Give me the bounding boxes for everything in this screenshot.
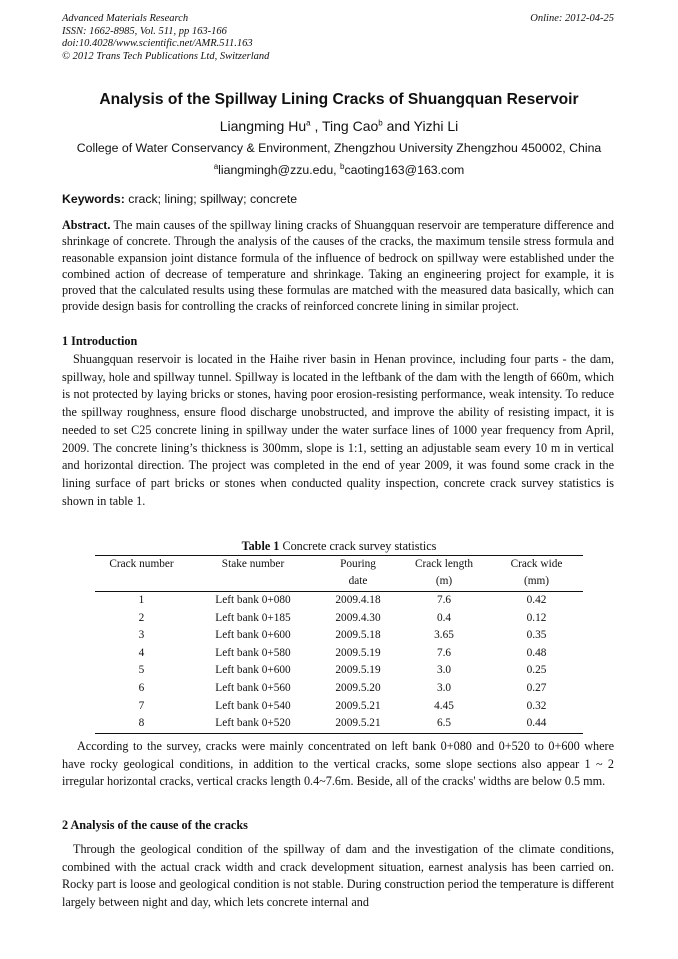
keywords-text: crack; lining; spillway; concrete <box>128 192 298 206</box>
crack-length-cell: 6.5 <box>398 715 490 733</box>
crack-number-cell: 2 <box>138 611 145 624</box>
abstract-label: Abstract. <box>62 218 111 232</box>
email-address[interactable]: caoting163@163.com <box>344 163 465 177</box>
header-line: Crack number <box>109 558 174 570</box>
header-line: Crack length <box>414 558 474 570</box>
author-sep: , <box>310 118 322 134</box>
crack-number-cell: 7 <box>138 699 145 712</box>
header-line: Pouring <box>340 558 376 570</box>
keywords-label: Keywords: <box>62 192 125 206</box>
table-row <box>95 715 583 733</box>
author-list <box>0 118 678 134</box>
pouring-date-cell: 2009.5.19 <box>335 646 381 659</box>
crack-length-cell: 3.65 <box>434 629 454 642</box>
journal-issn: ISSN: 1662-8985, Vol. 511, pp 163-166 <box>62 25 227 37</box>
crack-wide-cell: 0.42 <box>526 594 547 606</box>
table-header-cell <box>188 556 318 592</box>
table-header-cell <box>398 556 490 592</box>
table-caption-label: Table 1 <box>241 539 280 553</box>
table-row <box>95 698 583 716</box>
author-sup: a <box>306 118 311 128</box>
pouring-date-cell: 2009.5.21 <box>318 715 398 733</box>
journal-name: Advanced Materials Research <box>62 13 189 24</box>
crack-wide-cell: 0.25 <box>526 664 547 677</box>
crack-wide-cell: 0.27 <box>526 681 547 694</box>
header-line: date <box>348 575 368 587</box>
section-text-cause-analysis: Through the geological condition of the spillway of dam and the investigation of the climate conditions, combined with the actual crack width and crack development situation, earnest analysis has been carried on. Rocky part is loose and geological condition is not stable. During construction period the temperature is different largely between night and day, which lets concrete internal and <box>62 842 614 910</box>
journal-copyright: © 2012 Trans Tech Publications Ltd, Switzerland <box>62 50 270 62</box>
crack-wide-cell: 0.32 <box>526 699 547 712</box>
crack-wide-cell: 0.44 <box>490 715 583 733</box>
section-heading-introduction: 1 Introduction <box>62 334 138 348</box>
stake-number-cell: Left bank 0+520 <box>188 715 318 733</box>
table-row <box>95 610 583 628</box>
header-line: (mm) <box>523 575 550 587</box>
pouring-date-cell: 2009.5.21 <box>335 699 381 712</box>
crack-length-cell: 3.0 <box>436 681 452 694</box>
crack-number-cell: 6 <box>138 681 145 694</box>
stake-number-cell: Left bank 0+600 <box>215 629 291 642</box>
email-address[interactable]: liangmingh@zzu.edu <box>218 163 334 177</box>
crack-length-cell: 0.4 <box>436 611 452 624</box>
pouring-date-cell: 2009.4.18 <box>335 594 381 606</box>
crack-length-cell: 7.6 <box>436 646 452 659</box>
section-text-introduction: Shuangquan reservoir is located in the Haihe river basin in Henan province, including four parts - the dam, spillway, hole and spillway tunnel. Spillway is located in the leftbank of the dam with the length of 660m, which is not protected by laying bricks or stones, having poor erosion-resisting performance, weak intensity. To reduce the spillway roughness, ensure flood discharge unobstructed, and improve the ability of resisting impact, it is needed to set C25 concrete lining in spillway under the water surface lines of 1000 year frequency from April, 2009. The concrete lining’s thickness is 300mm, slope is 1:1, setting an adjustable seam every 10 m in vertical and horizontal direction. The project was completed in the end of year 2009, it was found some crack in the lining surface of part bricks or stones when conducted quality inspection, concrete crack survey statistics is shown in table 1. <box>62 352 614 508</box>
table-header-cell <box>490 556 583 592</box>
affiliation: College of Water Conservancy & Environment, Zhengzhou University Zhengzhou 450002, China <box>76 141 602 155</box>
paper-title: Analysis of the Spillway Lining Cracks of Shuangquan Reservoir <box>99 91 579 108</box>
header-line: Stake number <box>221 558 285 570</box>
stake-number-cell: Left bank 0+540 <box>215 699 291 712</box>
table-row <box>95 592 583 610</box>
crack-length-cell: 4.45 <box>434 699 454 712</box>
crack-length-cell: 3.0 <box>436 664 452 677</box>
header-line: (m) <box>435 575 453 587</box>
after-table-paragraph: According to the survey, cracks were mainly concentrated on left bank 0+080 and 0+520 to 0+600 where have rocky geological conditions, in addition to the vertical cracks, some slope sections also appear 1 ~ 2 irregular horizontal cracks, vertical cracks length 0.4~7.6m. Beside, all of the cracks' widths are below 0.5 mm. <box>62 739 614 789</box>
crack-number-cell: 8 <box>95 715 188 733</box>
table-row <box>95 680 583 698</box>
author-sup: b <box>378 118 383 128</box>
author-sep: and <box>382 118 414 134</box>
table-row <box>95 627 583 645</box>
crack-wide-cell: 0.35 <box>526 629 547 642</box>
pouring-date-cell: 2009.5.20 <box>335 681 381 694</box>
stake-number-cell: Left bank 0+560 <box>215 681 291 694</box>
table-header-row <box>95 556 583 592</box>
crack-number-cell: 4 <box>138 646 145 659</box>
author-name: Liangming Hu <box>219 118 307 134</box>
email-sup: b <box>340 161 345 171</box>
stake-number-cell: Left bank 0+580 <box>215 646 291 659</box>
journal-doi: doi:10.4028/www.scientific.net/AMR.511.163 <box>62 38 253 49</box>
crack-length-cell: 7.6 <box>436 594 452 606</box>
pouring-date-cell: 2009.4.30 <box>335 611 381 624</box>
email-sep: , <box>333 163 341 177</box>
table-row <box>95 662 583 680</box>
crack-wide-cell: 0.48 <box>526 646 547 659</box>
stake-number-cell: Left bank 0+600 <box>215 664 291 677</box>
table-header-cell <box>318 556 398 592</box>
crack-wide-cell: 0.12 <box>526 611 547 624</box>
email-sup: a <box>213 161 219 171</box>
table-header-cell <box>95 556 188 592</box>
stake-number-cell: Left bank 0+185 <box>215 611 291 624</box>
crack-survey-table <box>95 555 583 734</box>
crack-number-cell: 1 <box>138 594 145 606</box>
author-name: Ting Cao <box>322 118 379 134</box>
header-line: Crack wide <box>510 558 563 570</box>
stake-number-cell: Left bank 0+080 <box>215 594 291 606</box>
crack-number-cell: 3 <box>138 629 145 642</box>
email-list <box>0 163 678 177</box>
pouring-date-cell: 2009.5.19 <box>335 664 381 677</box>
journal-header <box>62 13 269 63</box>
abstract <box>62 217 614 315</box>
section-heading-cause-analysis: 2 Analysis of the cause of the cracks <box>62 818 248 832</box>
keywords-line <box>62 192 297 206</box>
table-caption-text: Concrete crack survey statistics <box>282 539 437 553</box>
table-caption <box>0 539 678 554</box>
author-name: Yizhi Li <box>413 118 459 134</box>
online-date: Online: 2012-04-25 <box>530 13 614 24</box>
crack-number-cell: 5 <box>138 664 145 677</box>
table-row <box>95 645 583 663</box>
pouring-date-cell: 2009.5.18 <box>335 629 381 642</box>
abstract-text: The main causes of the spillway lining cracks of Shuangquan reservoir are temperature difference and shrinkage of concrete. Through the analysis of the causes of the cracks, the maximum tensile stress formula and reasonable expansion joint distance formula of the influence of bedrock on spillway were established under the combined action of decrease of temperature and shrinkage. Taking an engineering project for example, it is proved that the calculated results using these formulas are matched with the measured data basically, which can provide design basis for controlling the cracks of reinforced concrete lining in similar project. <box>62 218 614 314</box>
